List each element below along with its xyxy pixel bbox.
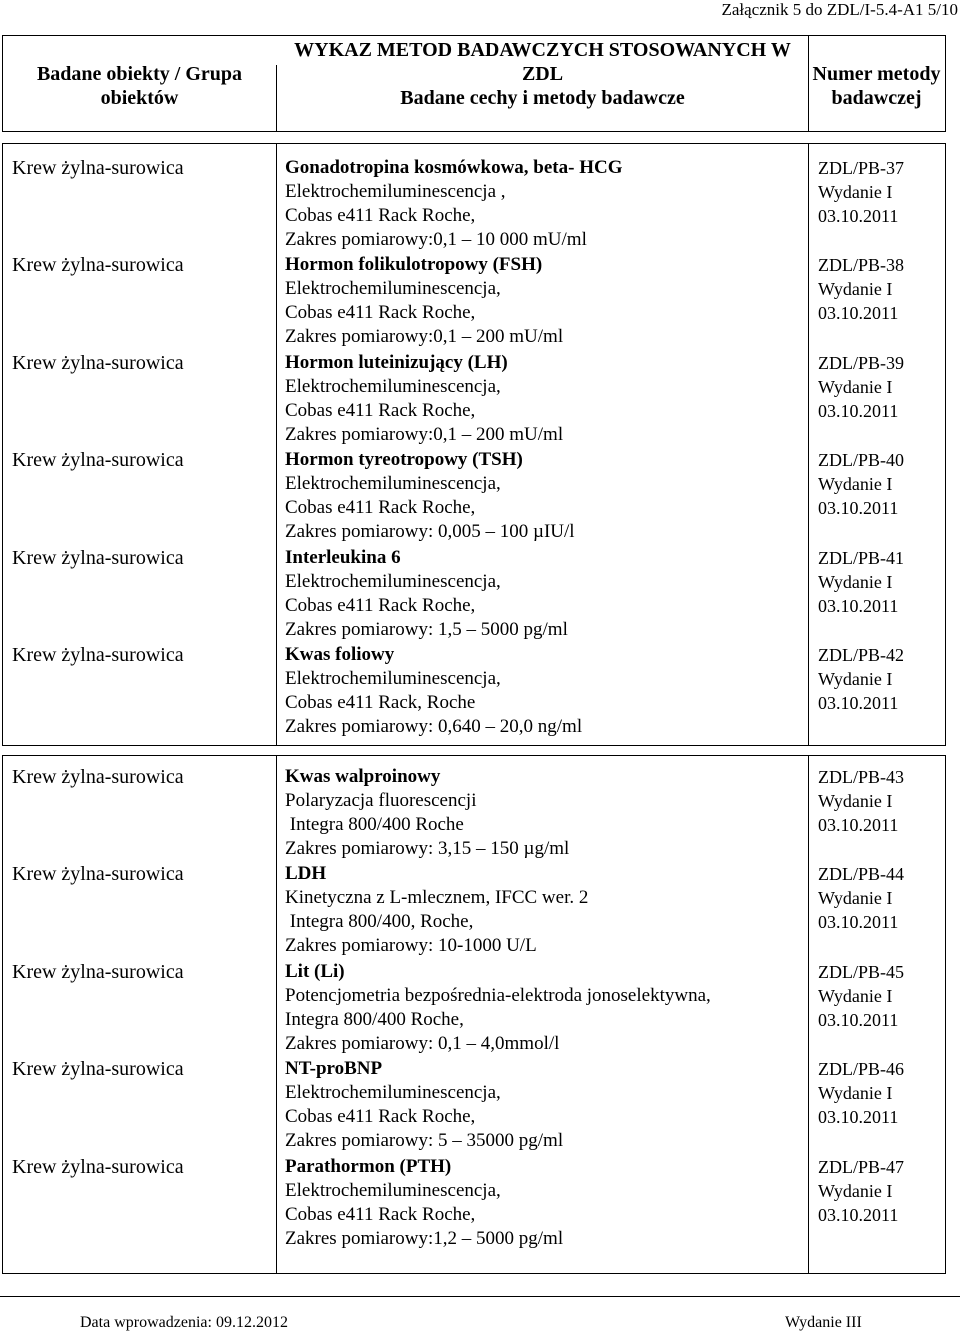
method-detail-line: Zakres pomiarowy: 0,005 – 100 µIU/l xyxy=(285,521,575,543)
method-number xyxy=(818,546,904,618)
method-title: Lit (Li) xyxy=(285,960,345,982)
method-edition: Wydanie I xyxy=(818,571,893,592)
method-detail-line: Elektrochemiluminescencja, xyxy=(285,1082,501,1104)
method-detail-line: Integra 800/400 Roche xyxy=(285,814,464,835)
method-date: 03.10.2011 xyxy=(818,498,899,519)
method-date: 03.10.2011 xyxy=(818,1009,899,1030)
method-detail-line: Zakres pomiarowy: 0,640 – 20,0 ng/ml xyxy=(285,716,583,737)
method-number xyxy=(818,1155,904,1227)
tested-object: Krew żylna-surowica xyxy=(12,449,184,472)
tested-object: Krew żylna-surowica xyxy=(12,863,184,886)
method-number xyxy=(818,351,904,423)
method-number xyxy=(818,862,904,934)
method-description xyxy=(285,862,588,958)
method-detail-line: Cobas e411 Rack Roche, xyxy=(285,399,476,421)
method-number: ZDL/PB-39 xyxy=(818,352,905,373)
method-detail-line: Kinetyczna z L-mlecznem, IFCC wer. 2 xyxy=(285,887,589,909)
method-detail-line: Zakres pomiarowy: 1,5 – 5000 pg/ml xyxy=(285,618,568,640)
method-number: ZDL/PB-43 xyxy=(818,767,905,787)
method-title: Hormon folikulotropowy (FSH) xyxy=(285,254,543,276)
method-edition: Wydanie I xyxy=(818,888,893,909)
method-title: Interleukina 6 xyxy=(285,546,401,568)
tested-object: Krew żylna-surowica xyxy=(12,351,184,374)
method-date: 03.10.2011 xyxy=(818,815,899,835)
method-date: 03.10.2011 xyxy=(818,206,899,226)
method-number xyxy=(818,643,904,715)
method-detail-line: Elektrochemiluminescencja, xyxy=(285,278,501,300)
tested-object: Krew żylna-surowica xyxy=(12,1155,184,1178)
method-date: 03.10.2011 xyxy=(818,303,899,324)
method-edition: Wydanie I xyxy=(818,376,893,397)
method-detail-line: Integra 800/400 Roche, xyxy=(285,1008,464,1030)
method-edition: Wydanie I xyxy=(818,791,893,811)
method-description xyxy=(285,351,563,447)
method-detail-line: Cobas e411 Rack, Roche xyxy=(285,692,476,713)
method-detail-line: Cobas e411 Rack Roche, xyxy=(285,497,476,519)
method-detail-line: Zakres pomiarowy: 3,15 – 150 µg/ml xyxy=(285,838,570,859)
method-date: 03.10.2011 xyxy=(818,1204,899,1225)
method-number xyxy=(818,1057,904,1129)
method-number: ZDL/PB-46 xyxy=(818,1059,905,1080)
method-description xyxy=(285,546,568,642)
method-detail-line: Cobas e411 Rack Roche, xyxy=(285,594,476,616)
method-detail-line: Elektrochemiluminescencja, xyxy=(285,473,501,495)
method-number: ZDL/PB-44 xyxy=(818,864,905,885)
method-number xyxy=(818,156,904,228)
tested-object: Krew żylna-surowica xyxy=(12,644,184,666)
method-detail-line: Elektrochemiluminescencja, xyxy=(285,570,501,592)
tested-object: Krew żylna-surowica xyxy=(12,1058,184,1081)
method-detail-line: Zakres pomiarowy: 5 – 35000 pg/ml xyxy=(285,1130,564,1152)
method-edition: Wydanie I xyxy=(818,1083,893,1104)
method-description xyxy=(285,448,575,544)
method-number: ZDL/PB-47 xyxy=(818,1156,905,1177)
method-title: Hormon tyreotropowy (TSH) xyxy=(285,449,523,471)
method-number xyxy=(818,448,904,520)
method-number xyxy=(818,765,904,837)
method-number: ZDL/PB-42 xyxy=(818,645,905,665)
method-detail-line: Zakres pomiarowy:0,1 – 10 000 mU/ml xyxy=(285,229,587,250)
attachment-reference: Załącznik 5 do ZDL/I-5.4-A1 5/10 xyxy=(721,0,958,19)
method-description xyxy=(285,765,569,861)
method-detail-line: Cobas e411 Rack Roche, xyxy=(285,1203,476,1225)
method-detail-line: Cobas e411 Rack Roche, xyxy=(285,302,476,324)
method-title: Parathormon (PTH) xyxy=(285,1155,452,1177)
method-title: LDH xyxy=(285,863,327,885)
method-title: Kwas foliowy xyxy=(285,644,395,665)
tested-object: Krew żylna-surowica xyxy=(12,766,184,788)
method-title: NT-proBNP xyxy=(285,1058,383,1080)
method-number xyxy=(818,960,904,1032)
method-detail-line: Zakres pomiarowy: 10-1000 U/L xyxy=(285,935,537,957)
tested-object: Krew żylna-surowica xyxy=(12,960,184,983)
method-description xyxy=(285,1155,563,1251)
method-detail-line: Potencjometria bezpośrednia-elektroda jonoselektywna, xyxy=(285,984,711,1006)
method-date: 03.10.2011 xyxy=(818,1107,899,1128)
method-edition: Wydanie I xyxy=(818,1180,893,1201)
footer-intro-date: Data wprowadzenia: 09.12.2012 xyxy=(80,1314,288,1331)
document-title: WYKAZ METOD BADAWCZYCH STOSOWANYCH W ZDL xyxy=(294,39,791,85)
method-detail-line: Zakres pomiarowy: 0,1 – 4,0mmol/l xyxy=(285,1032,560,1054)
method-detail-line: Cobas e411 Rack Roche, xyxy=(285,1106,476,1128)
method-edition: Wydanie I xyxy=(818,985,893,1006)
method-detail-line: Elektrochemiluminescencja, xyxy=(285,375,501,397)
method-number: ZDL/PB-41 xyxy=(818,547,905,568)
method-description xyxy=(285,960,711,1056)
method-detail-line: Zakres pomiarowy:0,1 – 200 mU/ml xyxy=(285,326,564,348)
method-number: ZDL/PB-40 xyxy=(818,450,905,471)
method-number: ZDL/PB-45 xyxy=(818,961,905,982)
column-header-features: Badane cechy i metody badawcze xyxy=(400,87,685,109)
method-detail-line: Elektrochemiluminescencja , xyxy=(285,181,506,202)
method-detail-line: Integra 800/400, Roche, xyxy=(285,911,474,933)
method-detail-line: Zakres pomiarowy:0,1 – 200 mU/ml xyxy=(285,423,564,445)
method-description xyxy=(285,643,582,739)
tested-object: Krew żylna-surowica xyxy=(12,157,184,179)
method-edition: Wydanie I xyxy=(818,182,893,202)
method-date: 03.10.2011 xyxy=(818,400,899,421)
footer-edition: Wydanie III xyxy=(785,1314,862,1331)
method-description xyxy=(285,1057,563,1153)
method-date: 03.10.2011 xyxy=(818,595,899,616)
method-number: ZDL/PB-38 xyxy=(818,255,905,276)
column-header-objects: Badane obiekty / Grupa obiektów xyxy=(36,63,243,109)
method-edition: Wydanie I xyxy=(818,669,893,689)
method-number xyxy=(818,253,904,325)
method-description xyxy=(285,156,622,252)
method-title: Hormon luteinizujący (LH) xyxy=(285,351,508,373)
tested-object: Krew żylna-surowica xyxy=(12,546,184,569)
footer-divider xyxy=(0,1296,960,1297)
method-title: Kwas walproinowy xyxy=(285,766,441,787)
column-header-number: Numer metody badawczej xyxy=(812,63,941,109)
method-detail-line: Polaryzacja fluorescencji xyxy=(285,790,477,811)
method-edition: Wydanie I xyxy=(818,279,893,300)
method-date: 03.10.2011 xyxy=(818,693,899,713)
method-detail-line: Cobas e411 Rack Roche, xyxy=(285,205,476,226)
method-detail-line: Elektrochemiluminescencja, xyxy=(285,1179,501,1201)
method-date: 03.10.2011 xyxy=(818,912,899,933)
method-detail-line: Zakres pomiarowy:1,2 – 5000 pg/ml xyxy=(285,1227,564,1249)
tested-object: Krew żylna-surowica xyxy=(12,254,184,277)
method-description xyxy=(285,253,563,349)
method-detail-line: Elektrochemiluminescencja, xyxy=(285,668,501,689)
method-title: Gonadotropina kosmówkowa, beta- HCG xyxy=(285,157,623,178)
method-edition: Wydanie I xyxy=(818,474,893,495)
method-number: ZDL/PB-37 xyxy=(818,158,905,178)
